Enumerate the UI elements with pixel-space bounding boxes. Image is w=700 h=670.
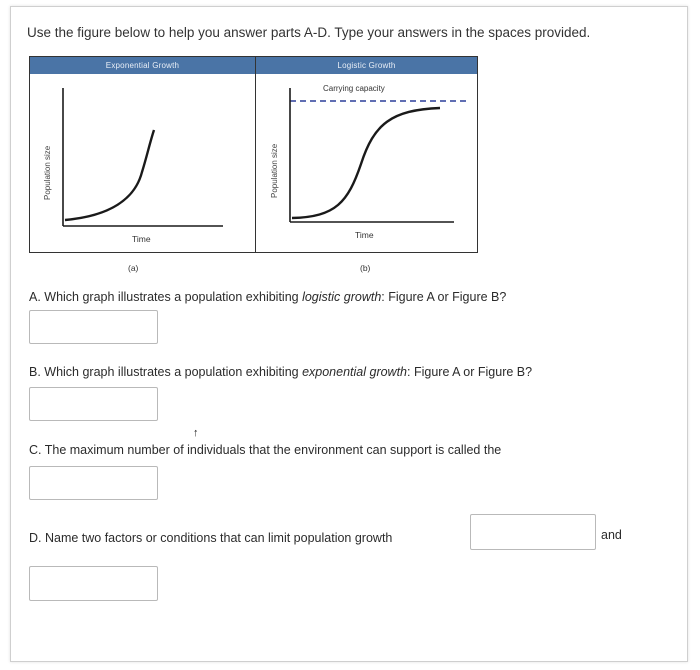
- question-b-suffix: : Figure A or Figure B?: [407, 365, 533, 379]
- answer-d2-input[interactable]: [29, 566, 158, 601]
- figure-b-caption: (b): [360, 263, 371, 273]
- question-a: [29, 290, 506, 304]
- logistic-growth-header: Logistic Growth: [256, 57, 477, 74]
- logistic-curve-plot: [256, 74, 477, 254]
- y-axis-label: Population size: [270, 143, 279, 198]
- logistic-growth-panel: [256, 57, 477, 252]
- question-c: C. The maximum number of individuals that the environment can support is called the: [29, 443, 502, 457]
- growth-figure: [29, 56, 478, 253]
- mouse-cursor-icon: ↑: [193, 427, 199, 439]
- carrying-capacity-label: Carrying capacity: [323, 84, 385, 93]
- question-a-suffix: : Figure A or Figure B?: [381, 290, 507, 304]
- and-connector: and: [601, 528, 622, 542]
- question-a-emphasis: logistic growth: [302, 290, 382, 304]
- exponential-growth-panel: [30, 57, 256, 252]
- exponential-curve: [65, 130, 154, 220]
- exponential-curve-plot: [30, 74, 256, 254]
- answer-a-input[interactable]: [29, 310, 158, 344]
- exponential-growth-header: Exponential Growth: [30, 57, 255, 74]
- logistic-curve: [292, 108, 440, 218]
- answer-d1-input[interactable]: [470, 514, 596, 550]
- y-axis-label: Population size: [43, 145, 52, 200]
- question-b: [29, 365, 532, 379]
- answer-b-input[interactable]: [29, 387, 158, 421]
- figure-a-caption: (a): [128, 263, 139, 273]
- x-axis-label: Time: [355, 230, 374, 240]
- answer-c-input[interactable]: [29, 466, 158, 500]
- x-axis-label: Time: [132, 234, 151, 244]
- question-a-prefix: A. Which graph illustrates a population exhibiting: [29, 290, 303, 304]
- question-b-prefix: B. Which graph illustrates a population exhibiting: [29, 365, 303, 379]
- question-d: D. Name two factors or conditions that can limit population growth: [29, 531, 393, 545]
- question-b-emphasis: exponential growth: [302, 365, 408, 379]
- instructions-text: Use the figure below to help you answer parts A-D. Type your answers in the spaces provided.: [27, 25, 591, 40]
